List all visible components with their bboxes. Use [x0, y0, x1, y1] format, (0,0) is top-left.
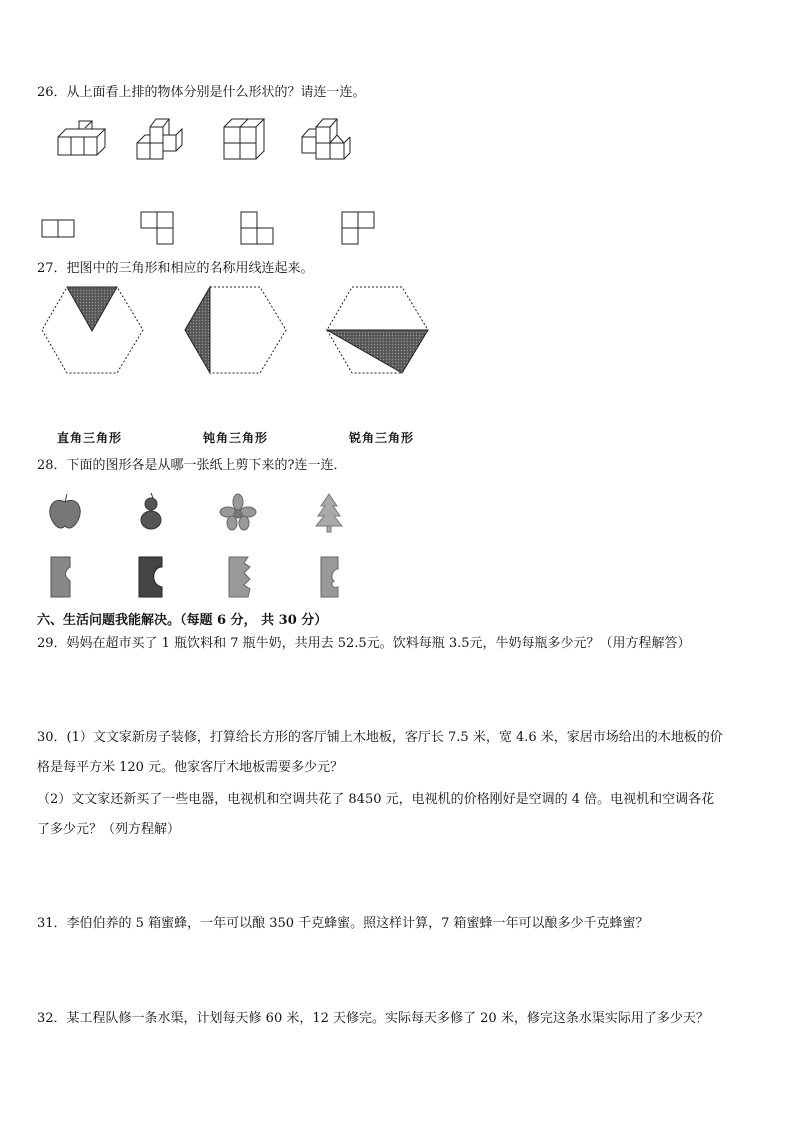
question-26: 26．从上面看上排的物体分别是什么形状的？请连一连。 — [37, 85, 366, 100]
top-view-4 — [342, 212, 374, 244]
cube-object-2 — [137, 119, 182, 159]
question-30-line-4: 了多少元？（列方程解） — [37, 822, 181, 837]
paper-sheet-2 — [139, 557, 162, 597]
top-view-2 — [141, 212, 173, 244]
apple-icon — [50, 494, 80, 528]
hexagon-3 — [327, 287, 428, 373]
cube-objects-row — [55, 115, 355, 165]
top-view-3 — [241, 212, 273, 244]
question-32: 32．某工程队修一条水渠，计划每天修 60 米，12 天修完。实际每天多修了 20 米，修完这条水渠实际用了多少天？ — [37, 1011, 709, 1026]
label-obtuse-triangle: 钝角三角形 — [203, 431, 269, 445]
paper-sheet-4 — [321, 557, 338, 597]
paper-sheets-row — [48, 553, 358, 601]
hexagon-2 — [185, 287, 286, 373]
flower-icon — [220, 494, 256, 530]
shaded-right-triangle — [67, 287, 117, 331]
cutout-shapes-row — [45, 490, 355, 535]
gourd-icon — [141, 493, 161, 529]
question-31: 31．李伯伯养的 5 箱蜜蜂，一年可以酿 350 千克蜂蜜。照这样计算，7 箱蜜蜂一年可以酿多少千克蜂蜜？ — [37, 916, 649, 931]
section-6-title: 六、生活问题我能解决。（每题 6 分， 共 30 分） — [37, 613, 328, 628]
cube-object-3 — [224, 119, 264, 159]
hexagon-1 — [42, 287, 143, 373]
question-30-line-2: 格是每平方米 120 元。他家客厅木地板需要多少元？ — [37, 760, 344, 775]
cube-object-1 — [58, 121, 105, 155]
question-28: 28．下面的图形各是从哪一张纸上剪下来的?连一连． — [37, 458, 347, 473]
label-right-triangle: 直角三角形 — [57, 431, 123, 445]
tree-icon — [316, 494, 342, 532]
question-30-line-1: 30．(1）文文家新房子装修，打算给长方形的客厅铺上木地板，客厅长 7.5 米，宽 4.6 米，家居市场给出的木地板的价 — [37, 730, 723, 745]
shaded-obtuse-triangle — [185, 287, 210, 373]
top-view-1 — [42, 220, 74, 237]
shaded-acute-triangle — [327, 330, 428, 373]
cube-object-4 — [302, 119, 350, 159]
question-30-line-3: （2）文文家还新买了一些电器，电视机和空调共花了 8450 元，电视机的价格刚好是空调的 4 倍。电视机和空调各花 — [37, 792, 715, 807]
question-27: 27．把图中的三角形和相应的名称用线连起来。 — [37, 261, 314, 276]
top-views-row — [35, 208, 385, 250]
question-29: 29．妈妈在超市买了 1 瓶饮料和 7 瓶牛奶，共用去 52.5元。饮料每瓶 3.5元，牛奶每瓶多少元？（用方程解答） — [37, 636, 691, 651]
label-acute-triangle: 锐角三角形 — [349, 431, 415, 445]
paper-sheet-1 — [51, 557, 70, 597]
paper-sheet-3 — [229, 557, 250, 597]
hexagon-figures — [40, 283, 440, 379]
